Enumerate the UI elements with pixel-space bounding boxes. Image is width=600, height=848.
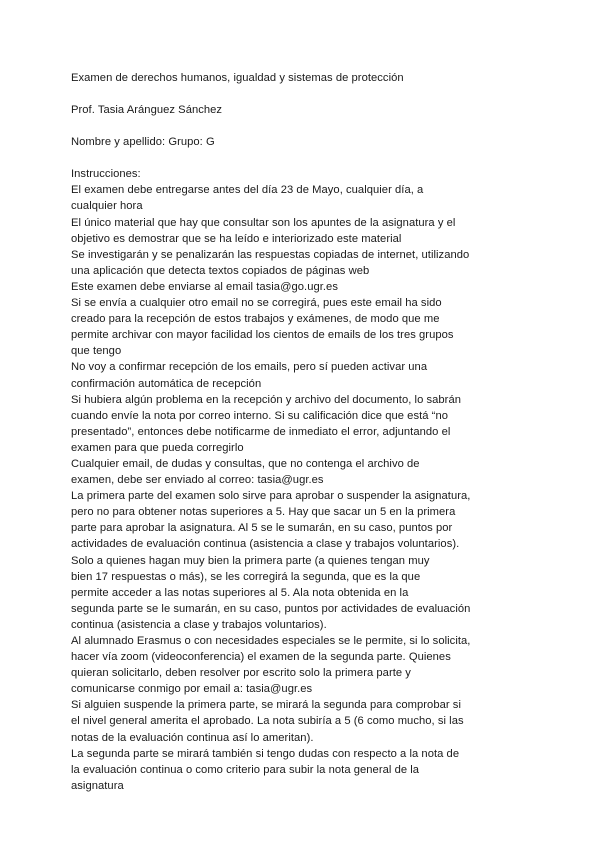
paragraph-line: cualquier hora [71, 200, 143, 213]
instruction-paragraph [71, 392, 541, 456]
instruction-paragraph [71, 279, 541, 295]
paragraph-line: cuando envíe la nota por correo interno. Si su calificación dice que está “no [71, 409, 448, 422]
paragraph-line: la evaluación continua o como criterio para subir la nota general de la [71, 763, 420, 776]
instructions-list [71, 182, 541, 794]
paragraph-line: segunda parte se le sumarán, en su caso, puntos por actividades de evaluación [71, 602, 471, 615]
paragraph-line: Si hubiera algún problema en la recepción y archivo del documento, lo sabrán [71, 393, 462, 406]
instruction-paragraph [71, 215, 541, 247]
instruction-paragraph [71, 488, 541, 633]
paragraph-line: que tengo [71, 345, 122, 358]
instructions-heading: Instrucciones: [71, 168, 141, 181]
instruction-paragraph [71, 456, 541, 488]
paragraph-line: bien 17 respuestas o más), se les corregirá la segunda, que es la que [71, 570, 421, 583]
paragraph-line: Si alguien suspende la primera parte, se mirará la segunda para comprobar si [71, 699, 461, 712]
instruction-paragraph [71, 247, 541, 279]
paragraph-line: creado para la recepción de estos trabajos y exámenes, de modo que me [71, 313, 440, 326]
paragraph-line: presentado”, entonces debe notificarme de inmediato el error, adjuntando el [71, 425, 451, 438]
paragraph-line: el nivel general amerita el aprobado. La nota subiría a 5 (6 como mucho, si las [71, 715, 464, 728]
instruction-paragraph [71, 182, 541, 214]
paragraph-line: permite archivar con mayor facilidad los cientos de emails de los tres grupos [71, 329, 454, 342]
paragraph-line: examen para que pueda corregirlo [71, 441, 244, 454]
instruction-paragraph [71, 697, 541, 745]
paragraph-line: continua (asistencia a clase y trabajos voluntarios). [71, 618, 327, 631]
paragraph-line: confirmación automática de recepción [71, 377, 262, 390]
paragraph-line: La segunda parte se mirará también si tengo dudas con respecto a la nota de [71, 747, 460, 760]
instruction-paragraph [71, 359, 541, 391]
instruction-paragraph [71, 295, 541, 359]
paragraph-line: actividades de evaluación continua (asistencia a clase y trabajos voluntarios). [71, 538, 460, 551]
paragraph-line: Solo a quienes hagan muy bien la primera parte (a quienes tengan muy [71, 554, 430, 567]
instruction-paragraph [71, 746, 541, 794]
paragraph-line: hacer vía zoom (videoconferencia) el examen de la segunda parte. Quienes [71, 651, 451, 664]
paragraph-line: objetivo es demostrar que se ha leído e interiorizado este material [71, 232, 402, 245]
paragraph-line: pero no para obtener notas superiores a 5. Hay que sacar un 5 en la primera [71, 506, 456, 519]
paragraph-line: Cualquier email, de dudas y consultas, que no contenga el archivo de [71, 457, 420, 470]
paragraph-line: parte para aprobar la asignatura. Al 5 se le sumarán, en su caso, puntos por [71, 522, 453, 535]
paragraph-line: Este examen debe enviarse al email tasia@go.ugr.es [71, 280, 338, 293]
professor-name: Prof. Tasia Aránguez Sánchez [71, 104, 223, 117]
paragraph-line: El único material que hay que consultar son los apuntes de la asignatura y el [71, 216, 456, 229]
paragraph-line: comunicarse conmigo por email a: tasia@ugr.es [71, 683, 313, 696]
paragraph-line: permite acceder a las notas superiores al 5. Ala nota obtenida en la [71, 586, 409, 599]
paragraph-line: quieran solicitarlo, deben resolver por escrito solo la primera parte y [71, 667, 411, 680]
paragraph-line: examen, debe ser enviado al correo: tasia@ugr.es [71, 474, 324, 487]
paragraph-line: una aplicación que detecta textos copiados de páginas web [71, 264, 370, 277]
paragraph-line: Al alumnado Erasmus o con necesidades especiales se le permite, si lo solicita, [71, 635, 471, 647]
paragraph-line: Se investigarán y se penalizarán las respuestas copiadas de internet, utilizando [71, 248, 470, 261]
instruction-paragraph [71, 633, 541, 697]
paragraph-line: notas de la evaluación continua así lo ameritan). [71, 731, 314, 744]
student-info-line: Nombre y apellido: Grupo: G [71, 136, 215, 149]
paragraph-line: La primera parte del examen solo sirve para aprobar o suspender la asignatura, [71, 490, 471, 503]
paragraph-line: Si se envía a cualquier otro email no se corregirá, pues este email ha sido [71, 297, 442, 310]
paragraph-line: asignatura [71, 779, 124, 792]
paragraph-line: No voy a confirmar recepción de los emails, pero sí pueden activar una [71, 361, 428, 374]
paragraph-line: El examen debe entregarse antes del día 23 de Mayo, cualquier día, a [71, 184, 424, 197]
document-page [71, 70, 541, 794]
document-title: Examen de derechos humanos, igualdad y sistemas de protección [71, 72, 404, 84]
